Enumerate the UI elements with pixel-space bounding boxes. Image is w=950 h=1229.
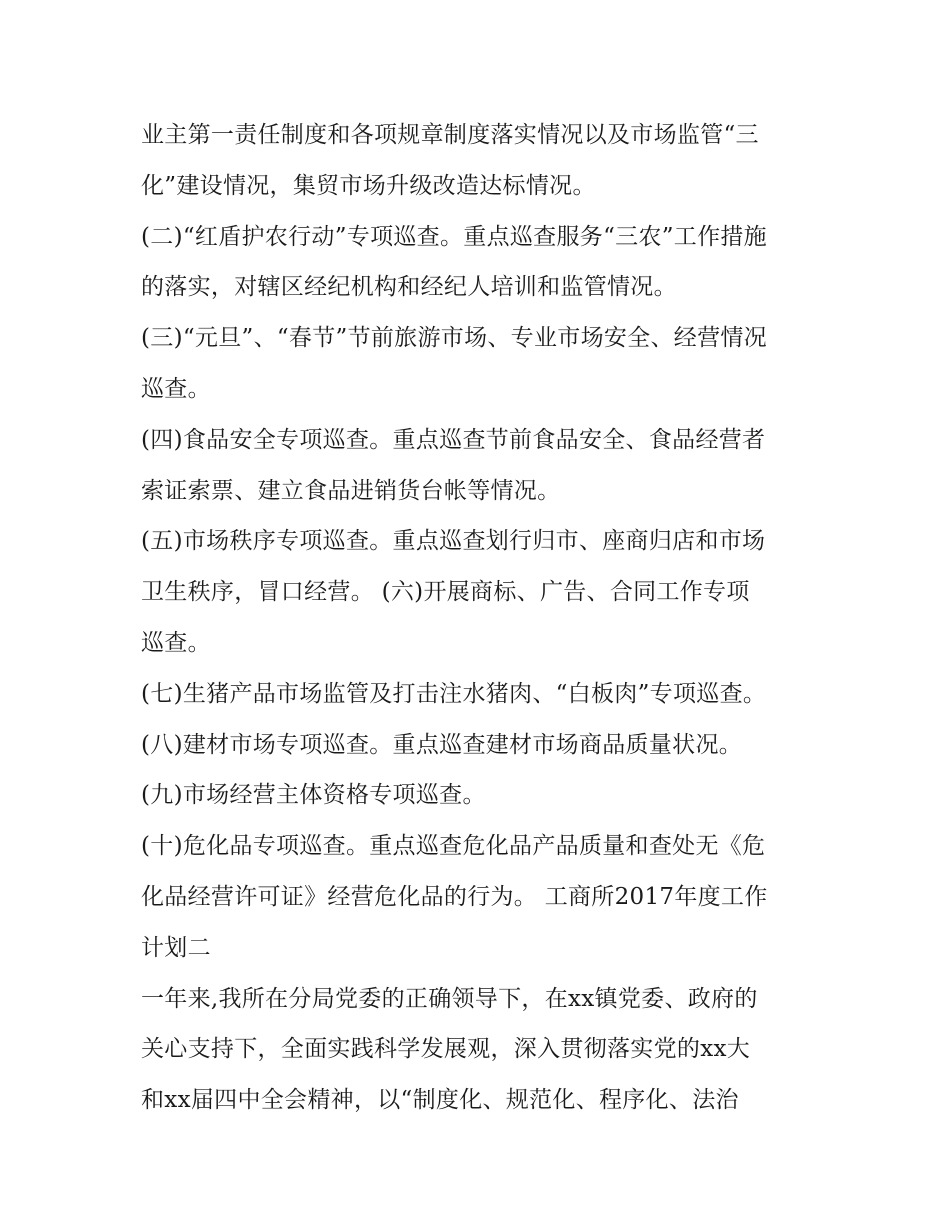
- document-body: [141, 110, 811, 1126]
- text-line: (七)生猪产品市场监管及打击注水猪肉、“白板肉”专项巡查。: [141, 680, 767, 707]
- text-line: (八)建材市场专项巡查。重点巡查建材市场商品质量状况。: [141, 731, 743, 758]
- text-line: 计划二: [141, 934, 211, 961]
- text-line: (二)“红盾护农行动”专项巡查。重点巡查服务“三农”工作措施: [141, 223, 767, 250]
- text-line: 巡查。: [141, 375, 211, 402]
- text-line: (十)危化品专项巡查。重点巡查危化品产品质量和查处无《危: [141, 833, 766, 860]
- text-line: (九)市场经营主体资格专项巡查。: [141, 782, 486, 809]
- text-line: (三)“元旦”、“春节”节前旅游市场、专业市场安全、经营情况: [141, 325, 767, 352]
- text-line: 一年来,我所在分局党委的正确领导下，在xx镇党委、政府的: [141, 985, 758, 1012]
- text-line: (五)市场秩序专项巡查。重点巡查划行归市、座商归店和市场: [141, 528, 766, 555]
- text-line: 关心支持下，全面实践科学发展观，深入贯彻落实党的xx大: [141, 1036, 751, 1063]
- text-line: (四)食品安全专项巡查。重点巡查节前食品安全、食品经营者: [141, 426, 766, 453]
- text-line: 巡查。: [141, 629, 211, 656]
- text-line: 索证索票、建立食品进销货台帐等情况。: [141, 477, 561, 504]
- text-line: 化品经营许可证》经营危化品的行为。 工商所2017年度工作: [141, 883, 768, 910]
- text-line: 卫生秩序，冒口经营。 (六)开展商标、广告、合同工作专项: [141, 579, 750, 606]
- text-line: 业主第一责任制度和各项规章制度落实情况以及市场监管“三: [141, 122, 759, 148]
- text-line: 化”建设情况，集贸市场升级改造达标情况。: [141, 172, 596, 199]
- text-line: 和xx届四中全会精神，以“制度化、规范化、程序化、法治: [141, 1087, 739, 1114]
- text-line: 的落实，对辖区经纪机构和经纪人培训和监管情况。: [141, 274, 677, 301]
